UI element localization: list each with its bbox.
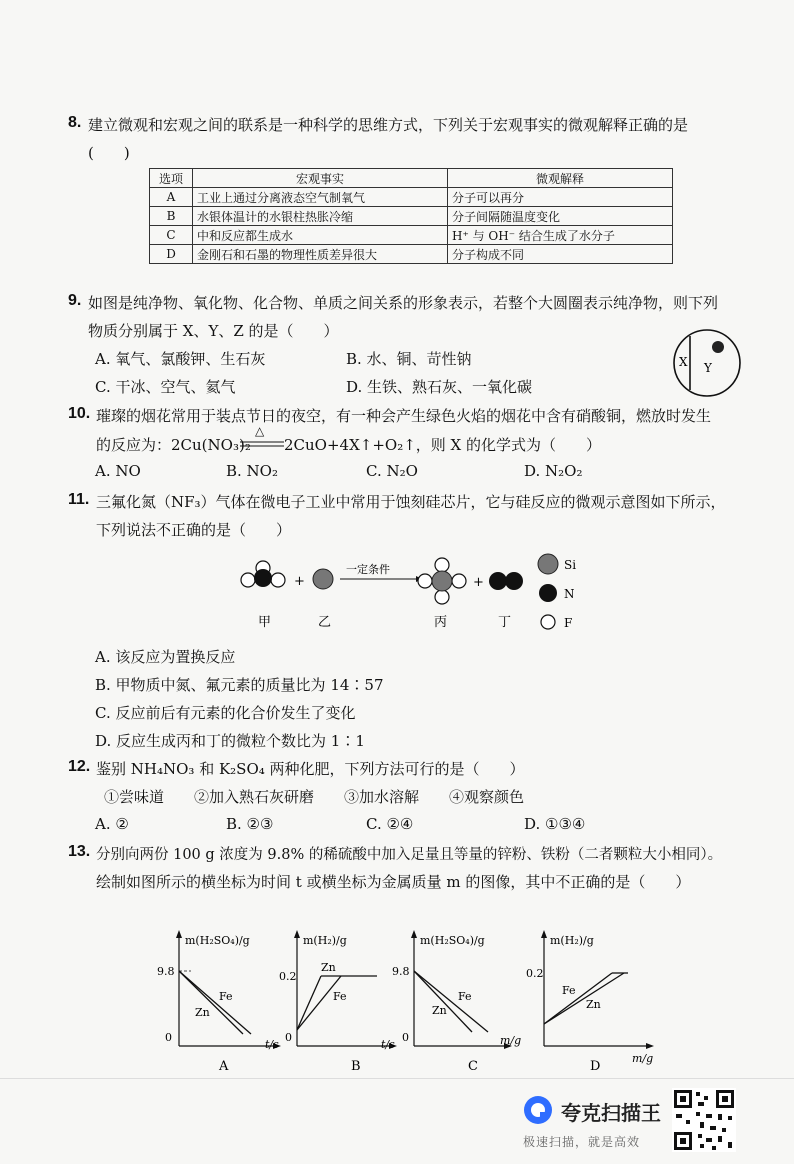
- footer-slogan: 极速扫描，就是高效: [523, 1135, 641, 1149]
- table-cell: 分子构成不同: [448, 245, 673, 264]
- table-header: 微观解释: [448, 169, 673, 188]
- q11-option-c[interactable]: C. 反应前后有元素的化合价发生了变化: [95, 704, 356, 722]
- table-row: [150, 245, 673, 264]
- graph-c-series-zn: Zn: [432, 1004, 447, 1017]
- graph-d-xlabel: m/g: [632, 1052, 654, 1065]
- graph-a-letter[interactable]: A: [219, 1059, 229, 1074]
- q12-line1: 鉴别 NH₄NO₃ 和 K₂SO₄ 两种化肥，下列方法可行的是（ ）: [96, 760, 525, 778]
- graph-c-ylabel: m(H₂SO₄)/g: [420, 934, 485, 947]
- footer-brand: 夸克扫描王: [561, 1103, 661, 1125]
- graph-b-ytick: 0.2: [279, 970, 297, 983]
- molecule-n2: [489, 572, 523, 590]
- label-ding: 丁: [498, 615, 512, 630]
- q9-option-a[interactable]: A. 氧气、氯酸钾、生石灰: [95, 350, 266, 368]
- table-cell: A: [150, 188, 193, 207]
- q13-line1: 分别向两份 100 g 浓度为 9.8% 的稀硫酸中加入足量且等量的锌粉、铁粉（二者颗粒大小相同）。: [96, 847, 723, 863]
- graph-d-ytick: 0.2: [526, 967, 544, 980]
- q8-number: 8.: [68, 114, 82, 131]
- q9-number: 9.: [68, 292, 82, 309]
- graph-d-ylabel: m(H₂)/g: [550, 934, 594, 947]
- graph-c-letter[interactable]: C: [468, 1059, 478, 1074]
- q10-option-c[interactable]: C. N₂O: [366, 462, 418, 480]
- q13-number: 13.: [68, 843, 91, 860]
- q11-option-d[interactable]: D. 反应生成丙和丁的微粒个数比为 1∶1: [95, 732, 365, 750]
- legend-n: N: [564, 587, 575, 601]
- graph-a-ylabel: m(H₂SO₄)/g: [185, 934, 250, 947]
- graph-c-xlabel: m/g: [500, 1034, 522, 1047]
- q11-number: 11.: [68, 491, 90, 508]
- plus-sign: +: [294, 574, 305, 589]
- graph-b-zero: 0: [285, 1031, 292, 1044]
- table-header: 选项: [150, 169, 193, 188]
- legend-si: Si: [564, 558, 577, 572]
- graph-a-series-fe: Fe: [219, 990, 233, 1003]
- legend-f-icon: [541, 615, 555, 629]
- graph-a: [155, 926, 290, 1076]
- graph-a-ytick: 9.8: [157, 965, 175, 978]
- table-cell: 中和反应都生成水: [193, 226, 448, 245]
- q11-option-a[interactable]: A. 该反应为置换反应: [95, 648, 236, 666]
- q10-option-a[interactable]: A. NO: [95, 462, 141, 480]
- graph-b-letter[interactable]: B: [351, 1059, 361, 1074]
- scanner-logo-icon: [522, 1094, 554, 1126]
- table-row: [150, 226, 673, 245]
- table-header: 宏观事实: [193, 169, 448, 188]
- table-cell: 工业上通过分离液态空气制氧气: [193, 188, 448, 207]
- atom-si: [313, 569, 333, 589]
- table-cell: 分子可以再分: [448, 188, 673, 207]
- q9-line2: 物质分别属于 X、Y、Z 的是（ ）: [88, 322, 339, 340]
- q10-line2a: 的反应为：2Cu(NO₃)₂: [96, 436, 251, 454]
- graph-b-ylabel: m(H₂)/g: [303, 934, 347, 947]
- q10-line1: 璀璨的烟花常用于装点节日的夜空，有一种会产生绿色火焰的烟花中含有硝酸铜，燃放时发生: [96, 407, 712, 425]
- q12-option-d[interactable]: D. ①③④: [524, 815, 586, 833]
- graph-b: [273, 926, 408, 1076]
- label-jia: 甲: [258, 615, 272, 630]
- graph-d: [520, 926, 660, 1076]
- graph-c-ytick: 9.8: [392, 965, 410, 978]
- q11-option-b[interactable]: B. 甲物质中氮、氟元素的质量比为 14∶57: [95, 676, 384, 694]
- q8-stem: 建立微观和宏观之间的联系是一种科学的思维方式，下列关于宏观事实的微观解释正确的是: [88, 116, 689, 134]
- q10-option-d[interactable]: D. N₂O₂: [524, 462, 583, 480]
- set-x-label: X: [679, 355, 688, 369]
- q9-option-b[interactable]: B. 水、铜、苛性钠: [346, 350, 472, 368]
- table-row: [150, 188, 673, 207]
- q9-set-diagram: [672, 328, 742, 398]
- table-cell: C: [150, 226, 193, 245]
- table-row: [150, 207, 673, 226]
- legend-n-icon: [539, 584, 557, 602]
- plus-sign: +: [473, 575, 484, 590]
- reaction-condition: 一定条件: [346, 563, 390, 576]
- table-cell: 分子间隔随温度变化: [448, 207, 673, 226]
- q11-line1: 三氟化氮（NF₃）气体在微电子工业中常用于蚀刻硅芯片，它与硅反应的微观示意图如下所示，: [96, 493, 726, 511]
- legend-si-icon: [538, 554, 558, 574]
- legend-f: F: [564, 616, 573, 630]
- set-y-label: Y: [704, 361, 712, 375]
- graph-a-zero: 0: [165, 1031, 172, 1044]
- q9-option-d[interactable]: D. 生铁、熟石灰、一氧化碳: [346, 378, 533, 396]
- q12-option-a[interactable]: A. ②: [95, 815, 129, 833]
- footer-divider: [0, 1078, 794, 1079]
- graph-b-xlabel: t/s: [381, 1038, 395, 1051]
- qr-code-icon: [672, 1088, 736, 1152]
- table-cell: B: [150, 207, 193, 226]
- q11-line2: 下列说法不正确的是（ ）: [96, 521, 292, 539]
- q13-line2: 绘制如图所示的横坐标为时间 t 或横坐标为金属质量 m 的图像，其中不正确的是（ ）: [96, 873, 691, 891]
- graph-a-series-zn: Zn: [195, 1006, 210, 1019]
- table-cell: H⁺ 与 OH⁻ 结合生成了水分子: [448, 226, 673, 245]
- q12-methods: ①尝味道 ②加入熟石灰研磨 ③加水溶解 ④观察颜色: [104, 788, 525, 806]
- heat-condition-symbol: △: [255, 424, 265, 438]
- q12-option-c[interactable]: C. ②④: [366, 815, 414, 833]
- graph-c-series-fe: Fe: [458, 990, 472, 1003]
- table-cell: D: [150, 245, 193, 264]
- graph-b-series-fe: Fe: [333, 990, 347, 1003]
- q9-option-c[interactable]: C. 干冰、空气、氦气: [95, 378, 236, 396]
- graph-c: [390, 926, 530, 1076]
- graph-c-zero: 0: [402, 1031, 409, 1044]
- q9-line1: 如图是纯净物、氧化物、化合物、单质之间关系的形象表示，若整个大圆圈表示纯净物，则下列: [88, 294, 719, 312]
- reaction-diagram: [230, 546, 590, 638]
- q8-bracket: ( ): [88, 144, 130, 162]
- q12-number: 12.: [68, 758, 91, 775]
- table-cell: 水银体温计的水银柱热胀冷缩: [193, 207, 448, 226]
- graph-d-letter[interactable]: D: [590, 1059, 601, 1074]
- table-cell: 金刚石和石墨的物理性质差异很大: [193, 245, 448, 264]
- q10-line2b: 2CuO+4X↑+O₂↑，则 X 的化学式为（ ）: [284, 436, 602, 454]
- graph-d-series-fe: Fe: [562, 984, 576, 997]
- q10-option-b[interactable]: B. NO₂: [226, 462, 278, 480]
- molecule-nf3: [241, 561, 285, 587]
- label-bing: 丙: [434, 615, 448, 630]
- table-header-row: [150, 169, 673, 188]
- molecule-sif4: [418, 558, 466, 604]
- q8-table: [149, 168, 673, 264]
- equals-sign: [240, 440, 284, 448]
- q12-option-b[interactable]: B. ②③: [226, 815, 274, 833]
- graph-d-series-zn: Zn: [586, 998, 601, 1011]
- q10-number: 10.: [68, 405, 91, 422]
- label-yi: 乙: [318, 615, 332, 630]
- graph-a-xlabel: t/s: [265, 1038, 279, 1051]
- graph-b-series-zn: Zn: [321, 961, 336, 974]
